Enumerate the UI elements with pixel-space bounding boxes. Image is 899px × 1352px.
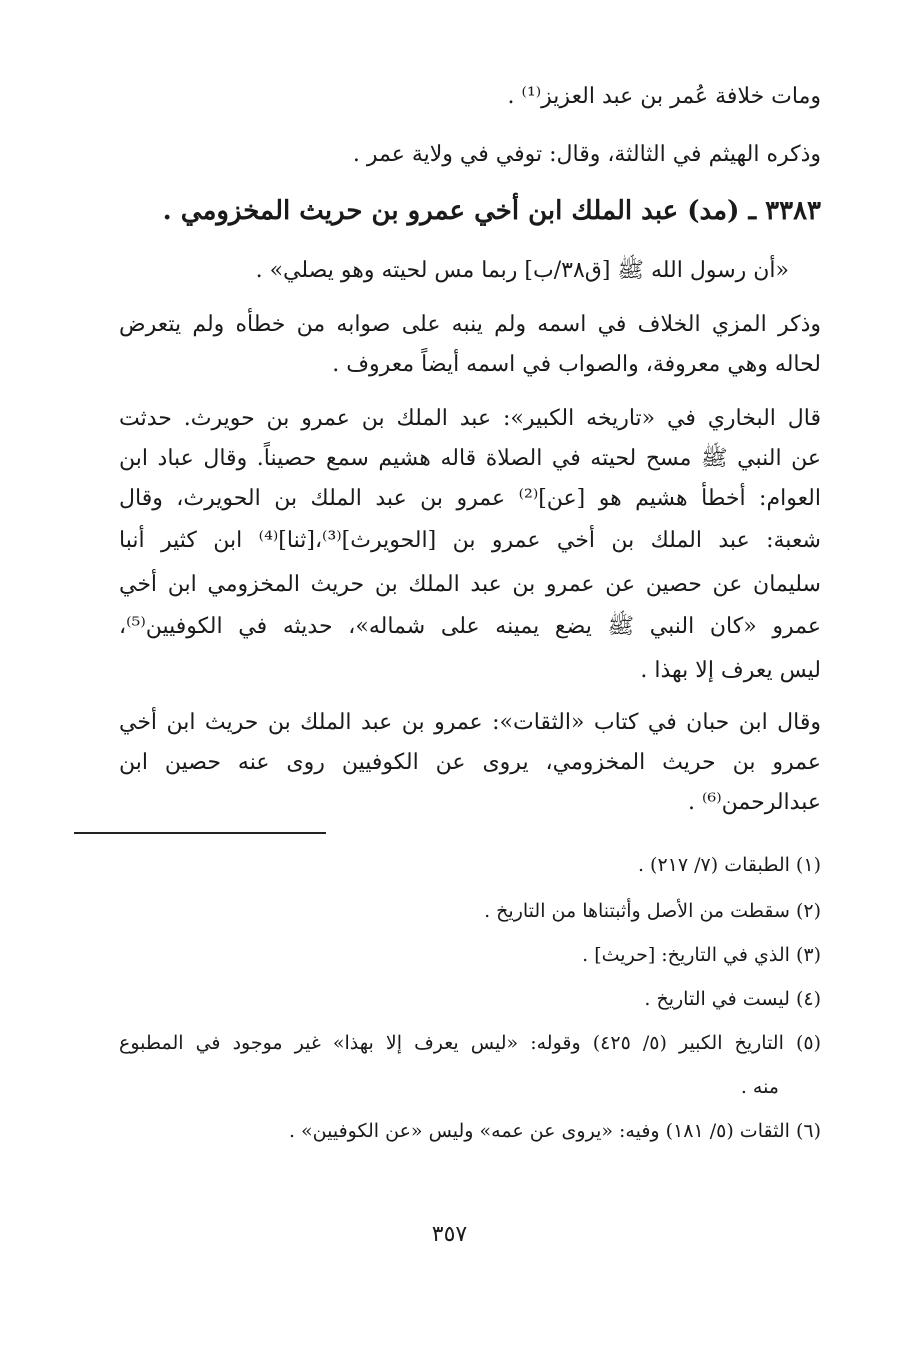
text-line: عمرو «كان النبي ﷺ يضع يمينه على شماله»، حديثه في الكوفيين⁽⁵⁾، xyxy=(119,614,822,639)
text-line: لحاله وهي معروفة، والصواب في اسمه أيضاً معروف . xyxy=(332,352,821,377)
text-line: وذكر المزي الخلاف في اسمه ولم ينبه على صوابه من خطأه ولم يتعرض xyxy=(119,312,821,337)
footnote: (٥) التاريخ الكبير (٥/ ٤٢٥) وقوله: «ليس يعرف إلا بهذا» غير موجود في المطبوع xyxy=(119,1032,821,1054)
page-number: ٣٥٧ xyxy=(431,1222,468,1247)
text-line: سليمان عن حصين عن عمرو بن عبد الملك بن حريث المخزومي ابن أخي xyxy=(119,572,821,597)
text-line: عبدالرحمن⁽⁶⁾ . xyxy=(688,790,821,815)
footnote: (١) الطبقات (٧/ ٢١٧) . xyxy=(637,854,821,876)
footnote-continuation: منه . xyxy=(740,1076,779,1098)
footnote: (٣) الذي في التاريخ: [حريث] . xyxy=(582,944,821,966)
text-line: وذكره الهيثم في الثالثة، وقال: توفي في ولاية عمر . xyxy=(352,142,821,167)
text-line: وقال ابن حبان في كتاب «الثقات»: عمرو بن عبد الملك بن حريث ابن أخي xyxy=(119,710,821,735)
text-line: ليس يعرف إلا بهذا . xyxy=(640,658,821,683)
entry-heading: ٣٣٨٣ ـ (مد) عبد الملك ابن أخي عمرو بن حريث المخزومي . xyxy=(162,196,821,226)
text-line: قال البخاري في «تاريخه الكبير»: عبد الملك بن عمرو بن حويرث. حدثت xyxy=(119,406,821,431)
text-line: العوام: أخطأ هشيم هو [عن]⁽²⁾ عمرو بن عبد الملك بن الحويرث، وقال xyxy=(119,486,821,511)
hadith-quote: «أن رسول الله ﷺ [ق٣٨/ب] ربما مس لحيته وهو يصلي» . xyxy=(255,258,789,283)
footnote: (٤) ليست في التاريخ . xyxy=(644,988,821,1010)
text-line: ومات خلافة عُمر بن عبد العزيز⁽¹⁾ . xyxy=(507,84,821,109)
text-line: عمرو بن حريث المخزومي، يروى عن الكوفيين روى عنه حصين ابن xyxy=(119,750,821,775)
text-line: شعبة: عبد الملك بن أخي عمرو بن [الحويرث]⁽³⁾،[ثنا]⁽⁴⁾ ابن كثير أنبا xyxy=(119,528,821,553)
footnote-separator xyxy=(74,832,326,834)
footnote: (٦) الثقات (٥/ ١٨١) وفيه: «يروى عن عمه» وليس «عن الكوفيين» . xyxy=(288,1120,821,1142)
footnote: (٢) سقطت من الأصل وأثبتناها من التاريخ . xyxy=(484,900,821,922)
text-line: عن النبي ﷺ مسح لحيته في الصلاة قاله هشيم سمع حصيناً. وقال عباد ابن xyxy=(119,446,821,471)
